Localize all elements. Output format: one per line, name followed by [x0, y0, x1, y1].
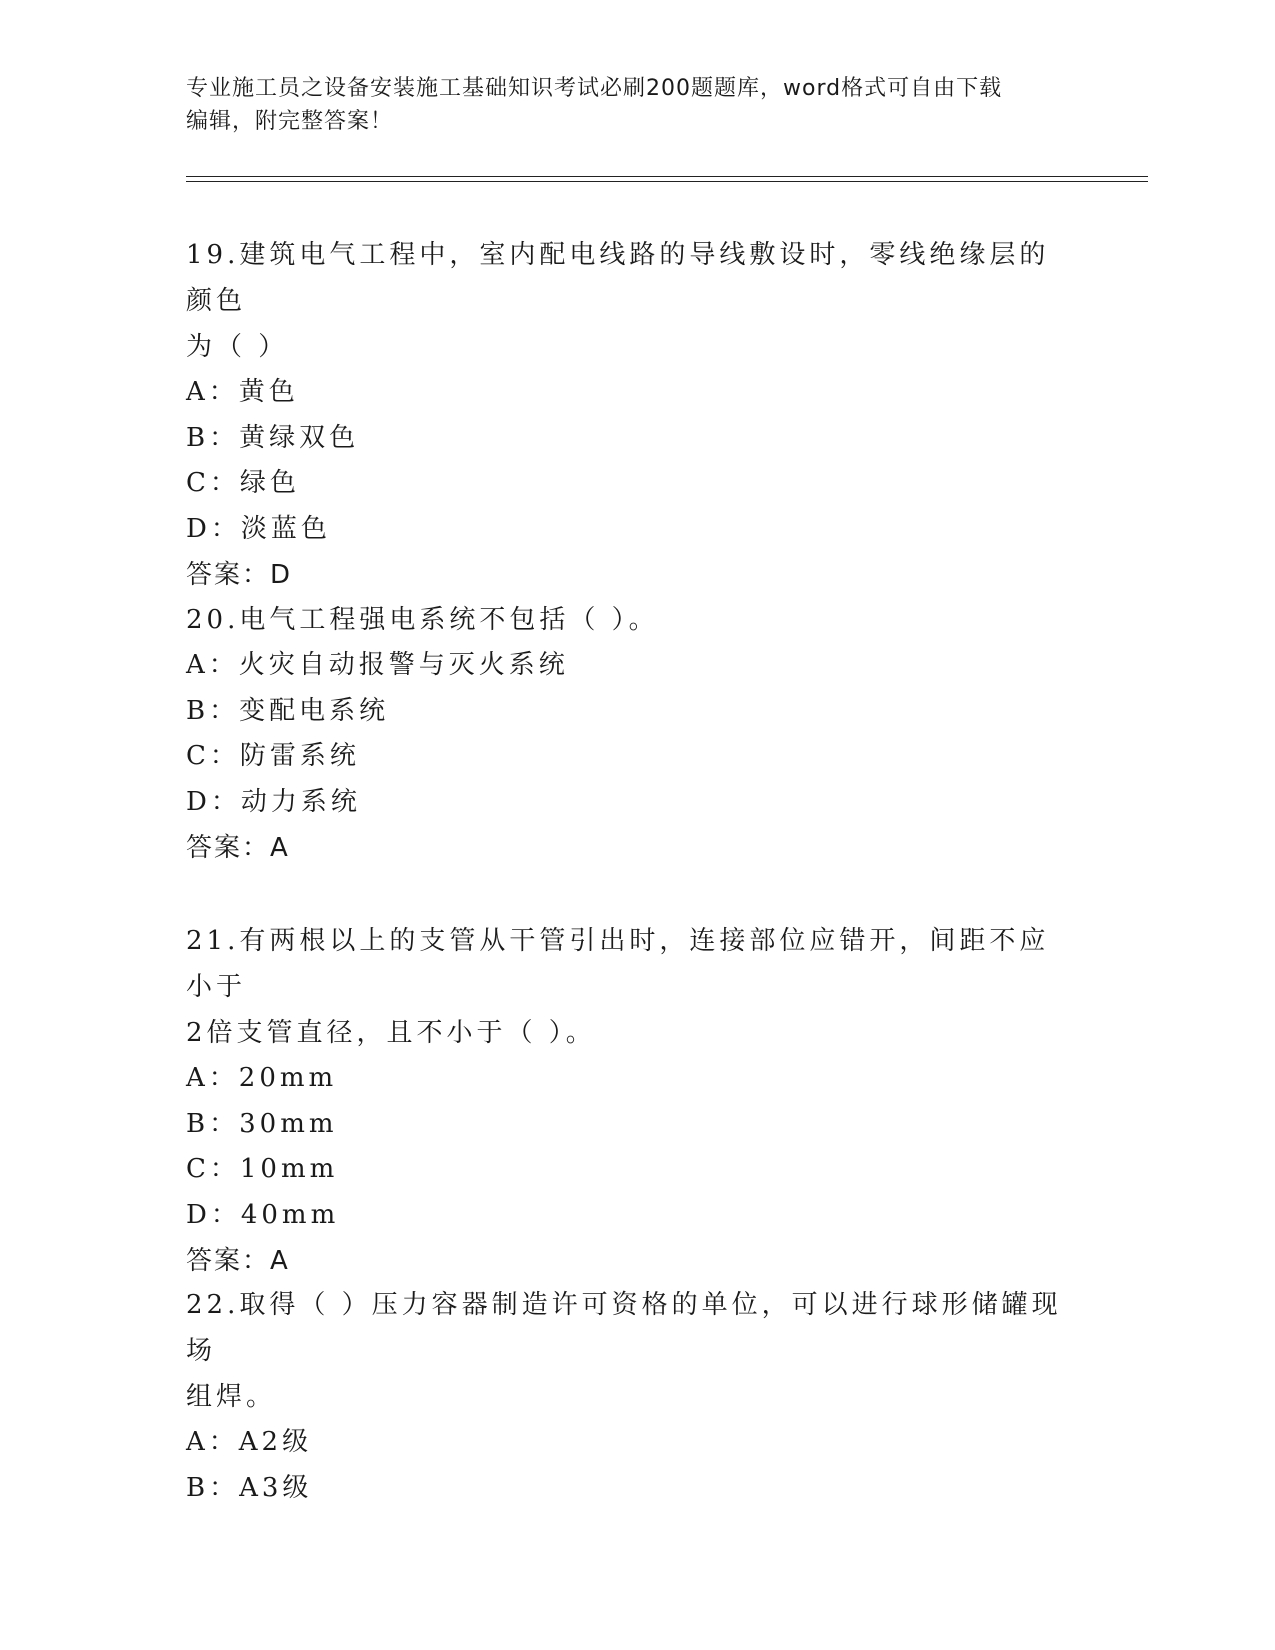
option-d: D：40mm	[186, 1199, 340, 1230]
question-stem: 19.建筑电气工程中，室内配电线路的导线敷设时，零线绝缘层的颜色	[186, 240, 1050, 316]
option-a: A：黄色	[186, 377, 299, 407]
option-b: B：A3级	[186, 1472, 313, 1503]
option-b: B：黄绿双色	[186, 422, 360, 453]
answer: 答案：A	[186, 833, 290, 863]
question-21	[186, 918, 1076, 1284]
answer: 答案：A	[186, 1246, 290, 1276]
option-c: C：绿色	[186, 468, 300, 498]
option-a: A：火灾自动报警与灭火系统	[186, 650, 569, 680]
question-19	[186, 232, 1076, 598]
option-a: A：20mm	[186, 1063, 338, 1093]
option-d: D：淡蓝色	[186, 513, 331, 544]
question-stem: 22.取得（ ）压力容器制造许可资格的单位，可以进行球形储罐现场	[186, 1290, 1062, 1366]
question-stem-continued: 为（ ）	[186, 332, 289, 362]
option-c: C：10mm	[186, 1154, 339, 1184]
option-b: B：30mm	[186, 1108, 338, 1139]
question-22	[186, 1282, 1076, 1511]
question-stem: 21.有两根以上的支管从干管引出时，连接部位应错开，间距不应小于	[186, 926, 1050, 1002]
question-stem-continued: 2倍支管直径，且不小于（ ）。	[186, 1018, 596, 1048]
document-header	[186, 72, 1086, 138]
option-a: A：A2级	[186, 1427, 313, 1457]
option-c: C：防雷系统	[186, 741, 360, 771]
question-stem: 20.电气工程强电系统不包括（ ）。	[186, 605, 659, 635]
answer: 答案：D	[186, 560, 293, 590]
option-d: D：动力系统	[186, 786, 361, 817]
header-line-2: 编辑，附完整答案！	[186, 109, 394, 134]
header-divider-bottom	[186, 181, 1148, 182]
header-divider-top	[186, 176, 1148, 177]
question-20	[186, 597, 1076, 871]
question-stem-continued: 组焊。	[186, 1382, 277, 1412]
option-b: B：变配电系统	[186, 695, 390, 726]
header-line-1: 专业施工员之设备安装施工基础知识考试必刷200题题库，word格式可自由下载	[186, 76, 1003, 101]
